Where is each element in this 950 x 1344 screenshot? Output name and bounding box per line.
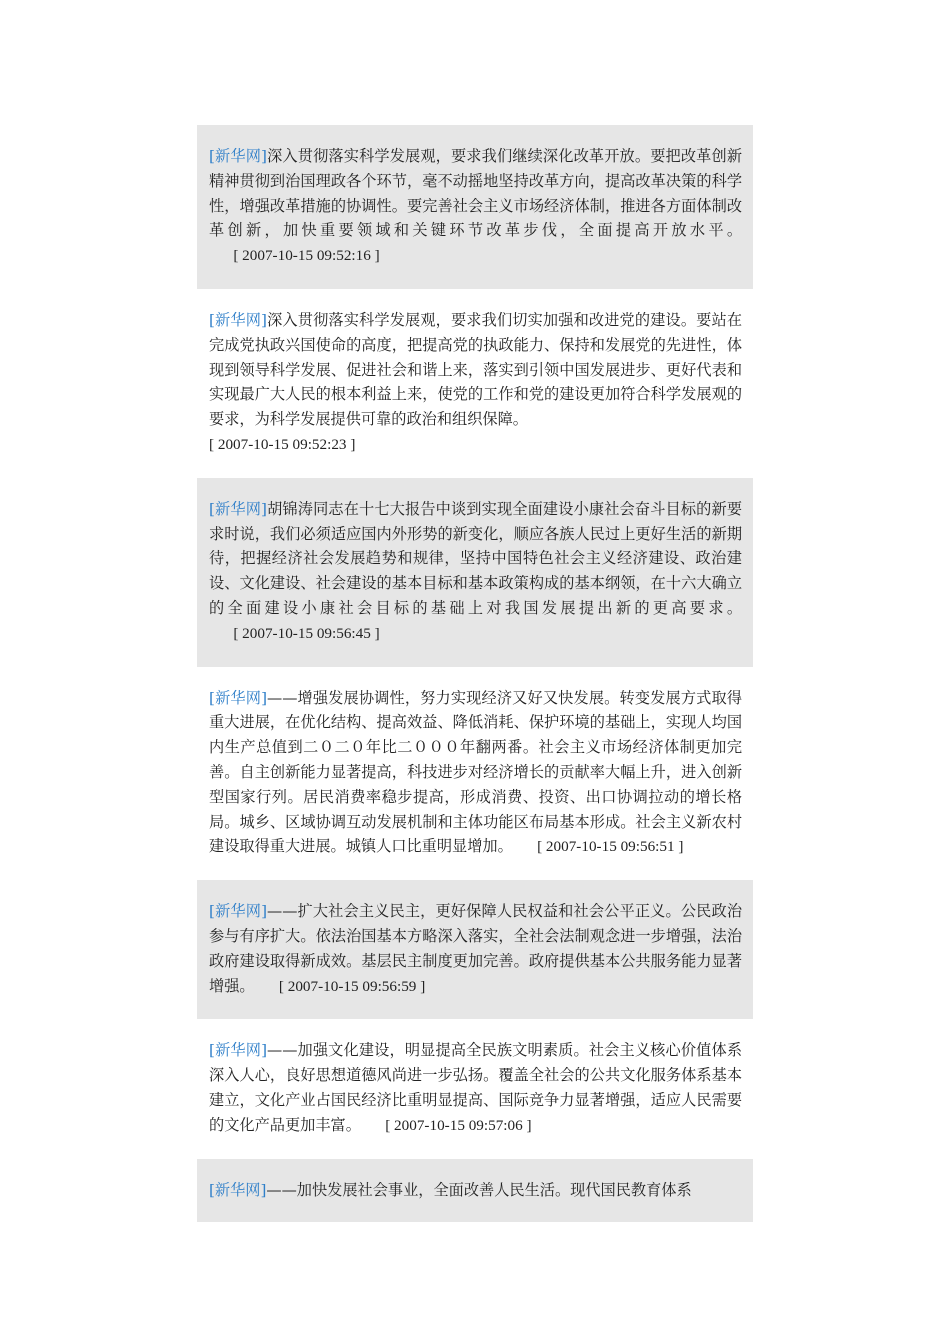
source-tag: [新华网] xyxy=(209,902,267,921)
entry-body: ——加快发展社会事业，全面改善人民生活。现代国民教育体系 xyxy=(266,1180,692,1199)
news-entry xyxy=(197,880,753,1019)
entry-body: 深入贯彻落实科学发展观，要求我们继续深化改革开放。要把改革创新精神贯彻到治国理政各个环节，毫不动摇地坚持改革方向，提高改革决策的科学性，增强改革措施的协调性。要完善社会主义市场经济体制，推进各方面体制改革创新，加快重要领域和关键环节改革步伐，全面提高开放水平。 xyxy=(209,147,743,240)
source-tag: [新华网] xyxy=(209,147,267,165)
entry-body: 深入贯彻落实科学发展观，要求我们切实加强和改进党的建设。要站在完成党执政兴国使命的高度，把提高党的执政能力、保持和发展党的先进性，体现到领导科学发展、促进社会和谐上来，落实到引领中国发展进步、更好代表和实现最广大人民的根本利益上来，使党的工作和党的建设更加符合科学发展观的要求，为科学发展提供可靠的政治和组织保障。 xyxy=(209,310,743,429)
timestamp: [ 2007-10-15 09:56:59 ] xyxy=(278,977,426,995)
entry-body: ——增强发展协调性，努力实现经济又好又快发展。转变发展方式取得重大进展，在优化结构、提高效益、降低消耗、保护环境的基础上，实现人均国内生产总值到二０二０年比二０００年翻两番。社会主义市场经济体制更加完善。自主创新能力显著提高，科技进步对经济增长的贡献率大幅上升，进入创新型国家行列。居民消费率稳步提高，形成消费、投资、出口协调拉动的增长格局。城乡、区域协调互动发展机制和主体功能区布局基本形成。社会主义新农村建设取得重大进展。城镇人口比重明显增加。 xyxy=(209,688,743,856)
source-tag: [新华网] xyxy=(209,688,267,707)
timestamp: [ 2007-10-15 09:52:16 ] xyxy=(233,247,380,265)
news-entry xyxy=(197,289,753,478)
news-entry xyxy=(197,478,753,667)
source-tag: [新华网] xyxy=(209,310,267,329)
news-entry xyxy=(197,125,753,289)
timestamp: [ 2007-10-15 09:52:23 ] xyxy=(209,435,356,453)
timestamp: [ 2007-10-15 09:57:06 ] xyxy=(385,1116,532,1134)
news-entry xyxy=(197,1019,753,1158)
entry-body: ——加强文化建设，明显提高全民族文明素质。社会主义核心价值体系深入人心，良好思想道德风尚进一步弘扬。覆盖全社会的公共文化服务体系基本建立，文化产业占国民经济比重明显提高、国际竞争力显著增强，适应人民需要的文化产品更加丰富。 xyxy=(209,1041,743,1134)
source-tag: [新华网] xyxy=(209,1041,267,1060)
source-tag: [新华网] xyxy=(209,499,267,518)
news-feed xyxy=(197,125,753,1222)
news-entry xyxy=(197,667,753,881)
timestamp: [ 2007-10-15 09:56:45 ] xyxy=(233,624,380,642)
entry-body: ——扩大社会主义民主，更好保障人民权益和社会公平正义。公民政治参与有序扩大。依法治国基本方略深入落实，全社会法制观念进一步增强，法治政府建设取得新成效。基层民主制度更加完善。政府提供基本公共服务能力显著增强。 xyxy=(209,902,743,995)
source-tag: [新华网] xyxy=(209,1180,267,1199)
news-entry xyxy=(197,1159,753,1223)
timestamp: [ 2007-10-15 09:56:51 ] xyxy=(537,838,684,856)
entry-body: 胡锦涛同志在十七大报告中谈到实现全面建设小康社会奋斗目标的新要求时说，我们必须适应国内外形势的新变化，顺应各族人民过上更好生活的新期待，把握经济社会发展趋势和规律，坚持中国特色社会主义经济建设、政治建设、文化建设、社会建设的基本目标和基本政策构成的基本纲领，在十六大确立的全面建设小康社会目标的基础上对我国发展提出新的更高要求。 xyxy=(209,499,743,617)
